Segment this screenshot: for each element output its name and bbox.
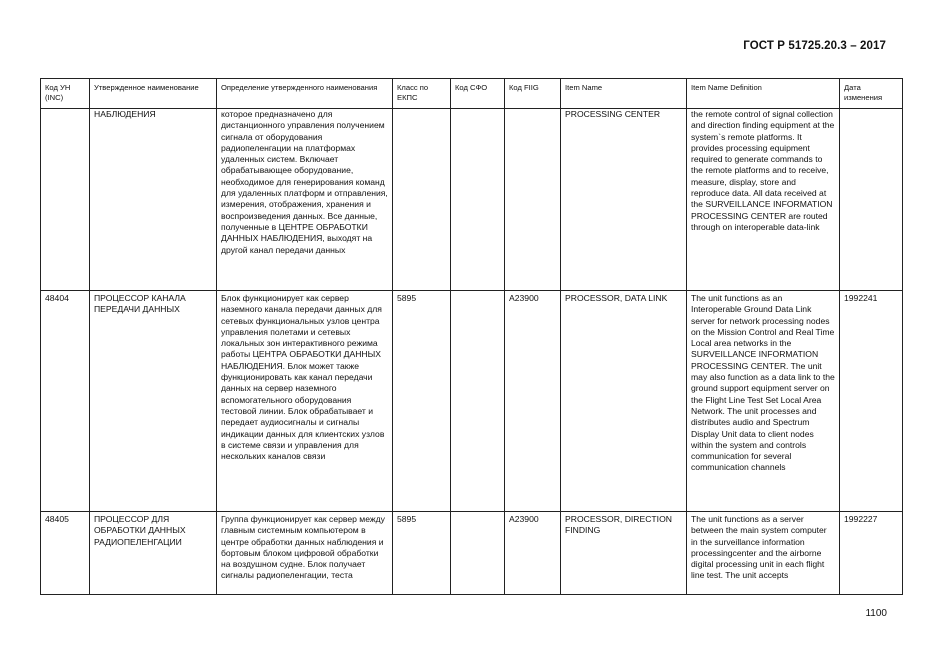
cell-date <box>840 109 903 291</box>
col-header-item-name: Item Name <box>561 79 687 109</box>
col-header-date: Дата изменения <box>840 79 903 109</box>
cell-ekps: 5895 <box>393 291 451 512</box>
cell-inc: 48404 <box>41 291 90 512</box>
cell-item-name: PROCESSOR, DIRECTION FINDING <box>561 512 687 595</box>
cell-sfo <box>451 512 505 595</box>
cell-fiig: A23900 <box>505 512 561 595</box>
cell-definition: которое предназначено для дистанционного управления получением сигнала от оборудования радиопеленгации на платформах удаленных систем. Включает обрабатывающее оборудование, необходимое для генерирования команд для удаленных платформ и отправления, измерения, отображения, хранения и воспроизведения данных. Все данные, полученные в ЦЕНТРЕ ОБРАБОТКИ ДАННЫХ НАБЛЮДЕНИЯ, выходят на другой канал передачи данных <box>217 109 393 291</box>
page-number: 1100 <box>865 608 887 619</box>
cell-ekps <box>393 109 451 291</box>
col-header-name: Утвержденное наименование <box>90 79 217 109</box>
cell-definition: Группа функционирует как сервер между главным системным компьютером в центре обработки данных наблюдения и бортовым блоком цифровой обработки на воздушном судне. Блок получает сигналы радиопеленгации, теста <box>217 512 393 595</box>
cell-inc <box>41 109 90 291</box>
spec-table <box>40 78 903 595</box>
cell-ekps: 5895 <box>393 512 451 595</box>
cell-item-name: PROCESSING CENTER <box>561 109 687 291</box>
cell-inc: 48405 <box>41 512 90 595</box>
table-row <box>41 512 903 595</box>
cell-fiig <box>505 109 561 291</box>
cell-item-def: The unit functions as a server between the main system computer in the surveillance information processingcenter and the airborne digital processing unit in each flight line test. The unit accepts <box>687 512 840 595</box>
cell-name: ПРОЦЕССОР ДЛЯ ОБРАБОТКИ ДАННЫХ РАДИОПЕЛЕНГАЦИИ <box>90 512 217 595</box>
cell-sfo <box>451 291 505 512</box>
col-header-ekps: Класс по ЕКПС <box>393 79 451 109</box>
cell-sfo <box>451 109 505 291</box>
document-code: ГОСТ Р 51725.20.3 – 2017 <box>743 40 886 52</box>
cell-name: ПРОЦЕССОР КАНАЛА ПЕРЕДАЧИ ДАННЫХ <box>90 291 217 512</box>
cell-name: НАБЛЮДЕНИЯ <box>90 109 217 291</box>
cell-fiig: A23900 <box>505 291 561 512</box>
col-header-inc: Код УН (INC) <box>41 79 90 109</box>
cell-definition: Блок функционирует как сервер наземного канала передачи данных для сетевых функциональных узлов центра управления полетами и сетевых локальных зон интерактивного режима работы ЦЕНТРА ОБРАБОТКИ ДАННЫХ НАБЛЮДЕНИЯ. Блок может также функционировать как канал передачи данных на сервер наземного вспомогательного оборудования тестовой линии. Блок обрабатывает и передает аудиосигналы и сигналы индикации данных для клиентских узлов в системе связи и управления для нескольких каналов связи <box>217 291 393 512</box>
col-header-definition: Определение утвержденного наименования <box>217 79 393 109</box>
col-header-fiig: Код FIIG <box>505 79 561 109</box>
col-header-item-def: Item Name Definition <box>687 79 840 109</box>
table-row <box>41 109 903 291</box>
cell-item-name: PROCESSOR, DATA LINK <box>561 291 687 512</box>
cell-date: 1992241 <box>840 291 903 512</box>
col-header-sfo: Код СФО <box>451 79 505 109</box>
cell-date: 1992227 <box>840 512 903 595</box>
table-header-row <box>41 79 903 109</box>
cell-item-def: the remote control of signal collection and direction finding equipment at the system`s remote platforms. It provides processing equipment required to generate commands to the remote platforms and to receive, measure, display, store and reproduce data. All data received at the SURVEILLANCE INFORMATION PROCESSING CENTER are routed through on interoperable data-link <box>687 109 840 291</box>
table-row <box>41 291 903 512</box>
cell-item-def: The unit functions as an Interoperable Ground Data Link server for network processing nodes on the Mission Control and Real Time Local area networks in the SURVEILLANCE INFORMATION PROCESSING CENTER. The unit may also function as a data link to the ground support equipment server on the Flight Line Test Set Local Area Network. The unit processes and distributes audio and Spectrum Display Unit data to client nodes within the system and controls communication for several communication channels <box>687 291 840 512</box>
